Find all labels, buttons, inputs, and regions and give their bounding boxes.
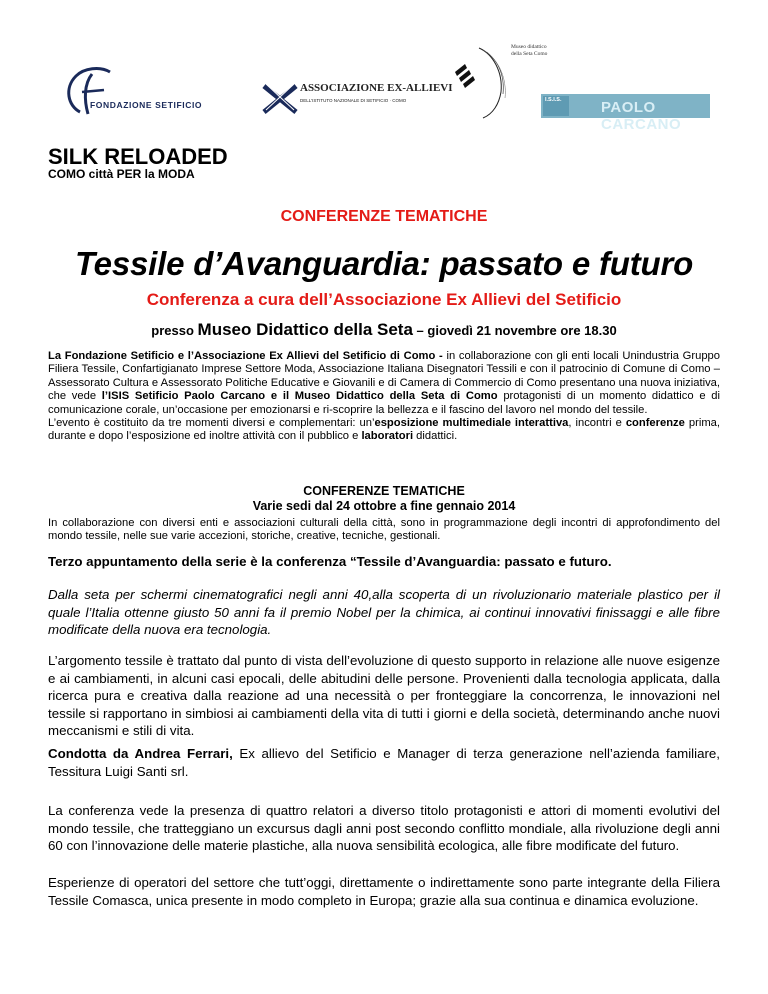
esperienze-paragraph: Esperienze di operatori del settore che tutt’oggi, direttamente o indirettamente sono parte integrante della Filiera Tessile Comasca, unica presente in modo completo in Europa; grazie alla sua continua e dinamica evoluzione. <box>48 875 720 908</box>
venue-date: – giovedì 21 novembre ore 18.30 <box>412 323 617 338</box>
fondazione-f-icon <box>58 60 118 120</box>
intro-paragraph <box>48 350 720 444</box>
associazione-logo-subtext: DELL'ISTITUTO NAZIONALE DI SETIFICIO · COMO <box>300 98 407 103</box>
argomento-paragraph: L’argomento tessile è trattato dal punto di vista dell’evoluzione di questo supporto in relazione alle nuove esigenze e ai cambiamenti, in alcuni casi epocali, delle abitudini delle persone. Provenienti dalla tecnologia applicata, dalla ricerca pura e creativa dalla reazione ad una necessità o per fronteggiare la concorrenza, le innovazioni nel tessile si rapportano in simbiosi ai cambiamenti della vita di tutti i giorni e della società, determinando anche nuovi meccanismi e stili di vita. <box>48 653 720 738</box>
associazione-ex-allievi-logo <box>262 80 453 120</box>
isis-label: I.S.I.S. <box>545 97 562 103</box>
dalla-paragraph: Dalla seta per schermi cinematografici negli anni 40,alla scoperta di un rivoluzionario materiale plastico per il quale l’Italia ottenne giusto 50 anni fa il premio Nobel per la chimica, ai continui innovativi finissaggi e alle fibre modificate della nuova era tecnologia. <box>48 587 720 637</box>
isis-paolo-carcano-logo <box>541 94 710 133</box>
museo-logo-text: Museo didattico della Seta Como <box>511 44 548 57</box>
conference-subtitle: Conferenza a cura dell’Associazione Ex Allievi del Setificio <box>146 290 622 309</box>
section-label: CONFERENZE TEMATICHE <box>280 208 488 225</box>
terzo-paragraph: Terzo appuntamento della serie è la conferenza “Tessile d’Avanguardia: passato e futuro. <box>48 554 612 569</box>
condotta-paragraph <box>48 745 720 780</box>
museo-didattico-logo <box>453 42 553 120</box>
intro-bold-4: conferenze <box>625 417 685 430</box>
isis-name: PAOLO CARCANO <box>601 99 682 133</box>
associazione-logo-text: ASSOCIAZIONE EX-ALLIEVI <box>300 82 453 94</box>
conferenze-dates: Varie sedi dal 24 ottobre a fine gennaio 2014 <box>252 499 516 513</box>
conferenze-block <box>0 484 768 514</box>
condotta-text: Ex allievo del Setificio e Manager di terza generazione nell’azienda familiare, Tessitura Luigi Santi srl. <box>48 746 720 779</box>
crossed-shuttles-icon <box>262 80 298 116</box>
intro-bold-1: La Fondazione Setificio e l’Associazione Ex Allievi del Setificio di Como - <box>48 350 447 362</box>
intro-text-1: in collaborazione con gli enti locali Unindustria Gruppo Filiera Tessile, Confartigianato Imprese Settore Moda, Associazione Italiana Disegnatori Tessili e con il patrocinio di Comune di Como – Assessorato Cultura e Assessorato Politiche Educative e Giovanili e di Camera di Commercio di Como presentano una nuova iniziativa, che vede <box>48 350 720 403</box>
intro-bold-3: esposizione multimediale interattiva <box>374 417 569 430</box>
venue-presso: presso <box>151 323 198 338</box>
intro-bold-5: laboratori <box>361 430 414 443</box>
intro-bold-2: l’ISIS Setificio Paolo Carcano e il Museo Didattico della Seta di Como <box>101 390 498 403</box>
fondazione-setificio-logo <box>58 60 228 120</box>
intro-text-2: protagonisti di un momento didattico e di comunicazione corale, un’occasione per emozionarsi e ri-scoprire la bellezza e il fascino del lavoro nel mondo del tessile. <box>48 390 721 416</box>
page-subtitle: COMO città PER la MODA <box>48 167 195 181</box>
condotta-bold: Condotta da Andrea Ferrari, <box>48 746 233 761</box>
intro-text-3: L’evento è costituito da tre momenti diversi e complementari: un’ <box>48 417 375 430</box>
intro-text-4: , incontri e <box>568 417 626 430</box>
museo-silk-icon <box>453 42 511 120</box>
venue-line <box>0 320 768 340</box>
page-title: SILK RELOADED <box>48 144 228 169</box>
intro-text-5: prima, durante e dopo l’esposizione ed inoltre attività con il pubblico e <box>48 417 720 443</box>
intro-text-6: didattici. <box>413 430 458 443</box>
relatori-paragraph: La conferenza vede la presenza di quattro relatori a diverso titolo protagonisti e attori di momenti evolutivi del mondo tessile, che tratteggiano un excursus dagli anni post secondo conflitto mondiale, alla rivoluzione degli anni 60 con l’innovazione delle materie plastiche, alla nuova sensibilità ecologica, alle fibre modificate del futuro. <box>48 803 720 853</box>
collab-paragraph: In collaborazione con diversi enti e associazioni culturali della città, sono in programmazione degli incontri di approfondimento del mondo tessile, nelle sue varie accezioni, storiche, creative, tecniche, gestionali. <box>48 517 720 543</box>
conference-title: Tessile d’Avanguardia: passato e futuro <box>74 245 694 282</box>
conferenze-title: CONFERENZE TEMATICHE <box>303 484 465 498</box>
venue-place: Museo Didattico della Seta <box>197 320 413 339</box>
fondazione-logo-text: FONDAZIONE SETIFICIO <box>90 100 203 110</box>
